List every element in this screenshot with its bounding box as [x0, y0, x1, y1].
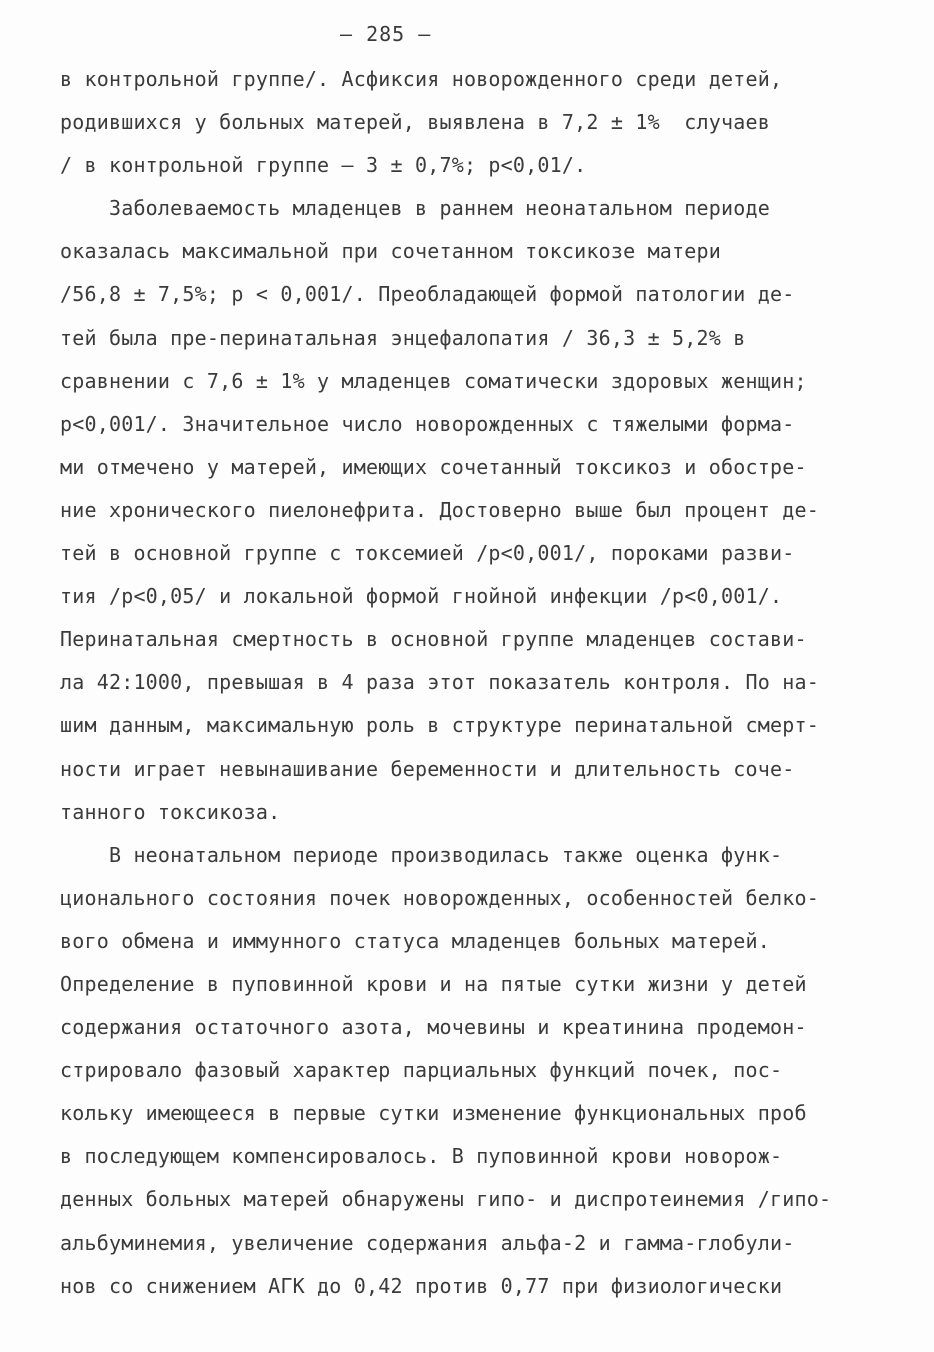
text-line: тей была пре-перинатальная энцефалопатия / 36,3 ± 5,2% в — [60, 325, 746, 350]
text-line: в последующем компенсировалось. В пуповинной крови новорож- — [60, 1144, 783, 1169]
text-line: стрировало фазовый характер парциальных функций почек, пос- — [60, 1058, 783, 1083]
text-line: ла 42:1000, превышая в 4 раза этот показатель контроля. По на- — [60, 670, 819, 695]
text-line: тей в основной группе с токсемией /p<0,001/, пороками разви- — [60, 541, 795, 566]
text-line: нов со снижением АГК до 0,42 против 0,77 при физиологически — [60, 1273, 783, 1298]
text-line: p<0,001/. Значительное число новорожденных с тяжелыми форма- — [60, 411, 795, 436]
text-line: вого обмена и иммунного статуса младенцев больных матерей. — [60, 928, 770, 953]
text-line: Определение в пуповинной крови и на пятые сутки жизни у детей — [60, 971, 807, 996]
paragraph-start-line: Заболеваемость младенцев в раннем неонатальном периоде — [60, 196, 770, 221]
text-line: содержания остаточного азота, мочевины и креатинина продемон- — [60, 1015, 807, 1040]
text-line: родившихся у больных матерей, выявлена в 7,2 ± 1% случаев — [60, 110, 770, 135]
text-line: ние хронического пиелонефрита. Достоверно выше был процент де- — [60, 497, 819, 522]
text-line: танного токсикоза. — [60, 799, 281, 824]
paragraph-start-line: В неонатальном периоде производилась также оценка функ- — [60, 842, 783, 867]
text-line: ционального состояния почек новорожденных, особенностей белко- — [60, 885, 819, 910]
text-line: оказалась максимальной при сочетанном токсикозе матери — [60, 239, 722, 264]
text-line: / в контрольной группе – 3 ± 0,7%; p<0,01/. — [60, 153, 587, 178]
text-line: денных больных матерей обнаружены гипо- и диспротеинемия /гипо- — [60, 1187, 832, 1212]
page-number: – 285 – — [340, 22, 432, 46]
text-line: сравнении с 7,6 ± 1% у младенцев соматически здоровых женщин; — [60, 368, 807, 393]
text-line: шим данным, максимальную роль в структуре перинатальной смерт- — [60, 713, 819, 738]
text-line: альбуминемия, увеличение содержания альфа-2 и гамма-глобули- — [60, 1230, 795, 1255]
text-line: в контрольной группе/. Асфиксия новорожденного среди детей, — [60, 67, 783, 91]
text-line: Перинатальная смертность в основной группе младенцев состави- — [60, 627, 807, 652]
text-line: /56,8 ± 7,5%; p < 0,001/. Преобладающей формой патологии де- — [60, 282, 795, 307]
text-line: тия /p<0,05/ и локальной формой гнойной инфекции /p<0,001/. — [60, 584, 783, 609]
text-line: ности играет невынашивание беременности и длительность соче- — [60, 756, 795, 781]
text-line: кольку имеющееся в первые сутки изменение функциональных проб — [60, 1101, 807, 1126]
text-line: ми отмечено у матерей, имеющих сочетанный токсикоз и обостре- — [60, 454, 807, 479]
body-text — [60, 58, 880, 1308]
